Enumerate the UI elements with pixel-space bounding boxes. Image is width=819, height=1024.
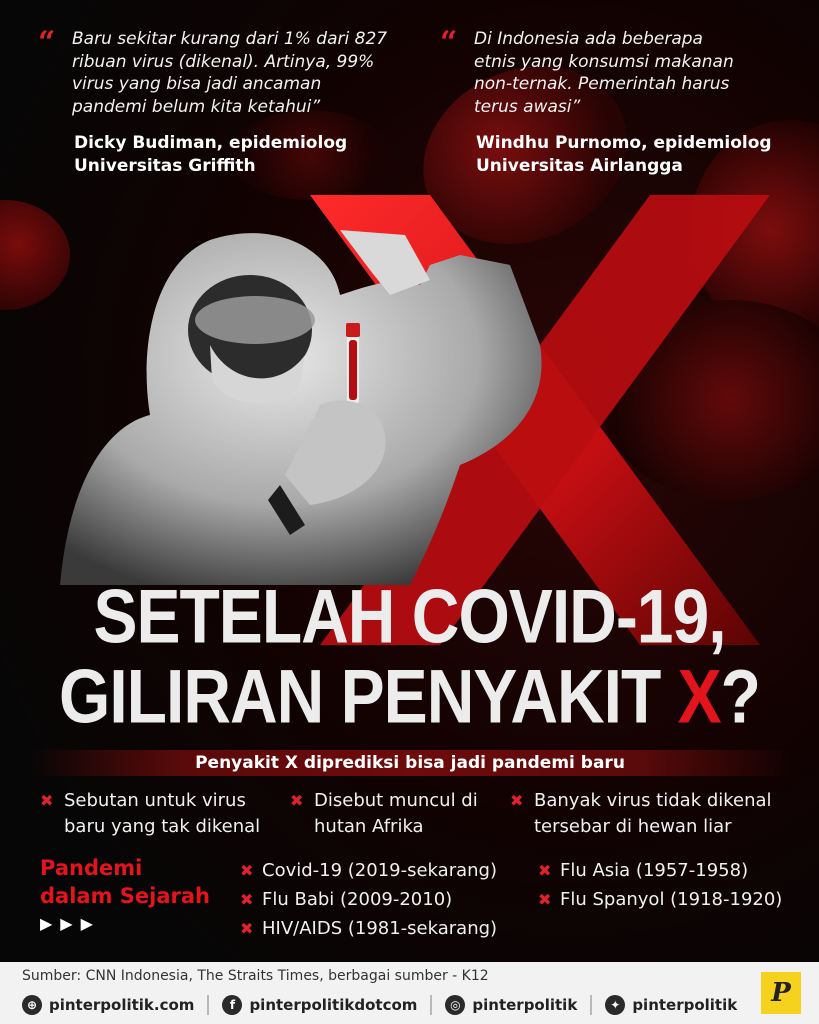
subtitle-banner: Penyakit X diprediksi bisa jadi pandemi baru bbox=[30, 750, 790, 776]
twitter-icon: ✦ bbox=[605, 995, 625, 1015]
cross-icon: ✖ bbox=[538, 861, 552, 880]
cross-icon: ✖ bbox=[40, 791, 54, 810]
globe-icon: ⊕ bbox=[22, 995, 42, 1015]
history-heading: Pandemi dalam Sejarah bbox=[40, 856, 210, 908]
cross-icon: ✖ bbox=[510, 791, 524, 810]
divider bbox=[207, 995, 209, 1015]
instagram-icon: ◎ bbox=[445, 995, 465, 1015]
social-facebook-link[interactable]: f pinterpolitikdotcom bbox=[222, 995, 417, 1015]
quote-author: Dicky Budiman, epidemiolog Universitas Griffith bbox=[74, 133, 348, 176]
facebook-icon: f bbox=[222, 995, 242, 1015]
cross-icon: ✖ bbox=[290, 791, 304, 810]
list-item: ✖ HIV/AIDS (1981-sekarang) bbox=[240, 914, 497, 943]
quote-block bbox=[38, 25, 388, 178]
divider bbox=[590, 995, 592, 1015]
source-credit: Sumber: CNN Indonesia, The Straits Times, berbagai sumber - K12 bbox=[22, 968, 489, 984]
quote-author: Windhu Purnomo, epidemiolog Universitas Airlangga bbox=[476, 133, 772, 176]
cross-icon: ✖ bbox=[240, 919, 254, 938]
cross-icon: ✖ bbox=[240, 890, 254, 909]
fact-item: ✖ Disebut muncul di hutan Afrika bbox=[290, 790, 478, 837]
headline-line-1: SETELAH COVID-19, bbox=[93, 573, 726, 659]
list-item: ✖ Covid-19 (2019-sekarang) bbox=[240, 856, 497, 885]
list-item: ✖ Flu Spanyol (1918-1920) bbox=[538, 885, 782, 914]
quote-mark-icon: “ bbox=[38, 25, 56, 60]
pandemic-list bbox=[538, 856, 782, 914]
social-twitter-link[interactable]: ✦ pinterpolitik bbox=[605, 995, 737, 1015]
list-item: ✖ Flu Babi (2009-2010) bbox=[240, 885, 497, 914]
headline-line-2: GILIRAN PENYAKIT X? bbox=[59, 653, 760, 739]
arrow-right-icon: ▶▶▶ bbox=[40, 914, 101, 933]
social-instagram-link[interactable]: ◎ pinterpolitik bbox=[445, 995, 577, 1015]
divider bbox=[430, 995, 432, 1015]
cross-icon: ✖ bbox=[538, 890, 552, 909]
quote-block bbox=[440, 25, 800, 178]
pandemic-list bbox=[240, 856, 497, 943]
headline-x: X bbox=[677, 653, 721, 739]
fact-item: ✖ Sebutan untuk virus baru yang tak dikenal bbox=[40, 790, 261, 837]
quote-mark-icon: “ bbox=[440, 25, 458, 60]
cross-icon: ✖ bbox=[240, 861, 254, 880]
fact-item: ✖ Banyak virus tidak dikenal tersebar di hewan liar bbox=[510, 790, 772, 837]
footer bbox=[0, 962, 819, 1024]
quote-text: Baru sekitar kurang dari 1% dari 827 ribuan virus (dikenal). Artinya, 99% virus yang bisa jadi ancaman pandemi belum kita ketahui” bbox=[72, 29, 388, 117]
social-website-link[interactable]: ⊕ pinterpolitik.com bbox=[22, 995, 194, 1015]
social-links bbox=[22, 992, 737, 1018]
quote-text: Di Indonesia ada beberapa etnis yang konsumsi makanan non-ternak. Pemerintah harus terus awasi” bbox=[474, 29, 734, 117]
lab-worker-illustration bbox=[40, 225, 560, 585]
list-item: ✖ Flu Asia (1957-1958) bbox=[538, 856, 782, 885]
brand-logo: P bbox=[761, 972, 801, 1014]
